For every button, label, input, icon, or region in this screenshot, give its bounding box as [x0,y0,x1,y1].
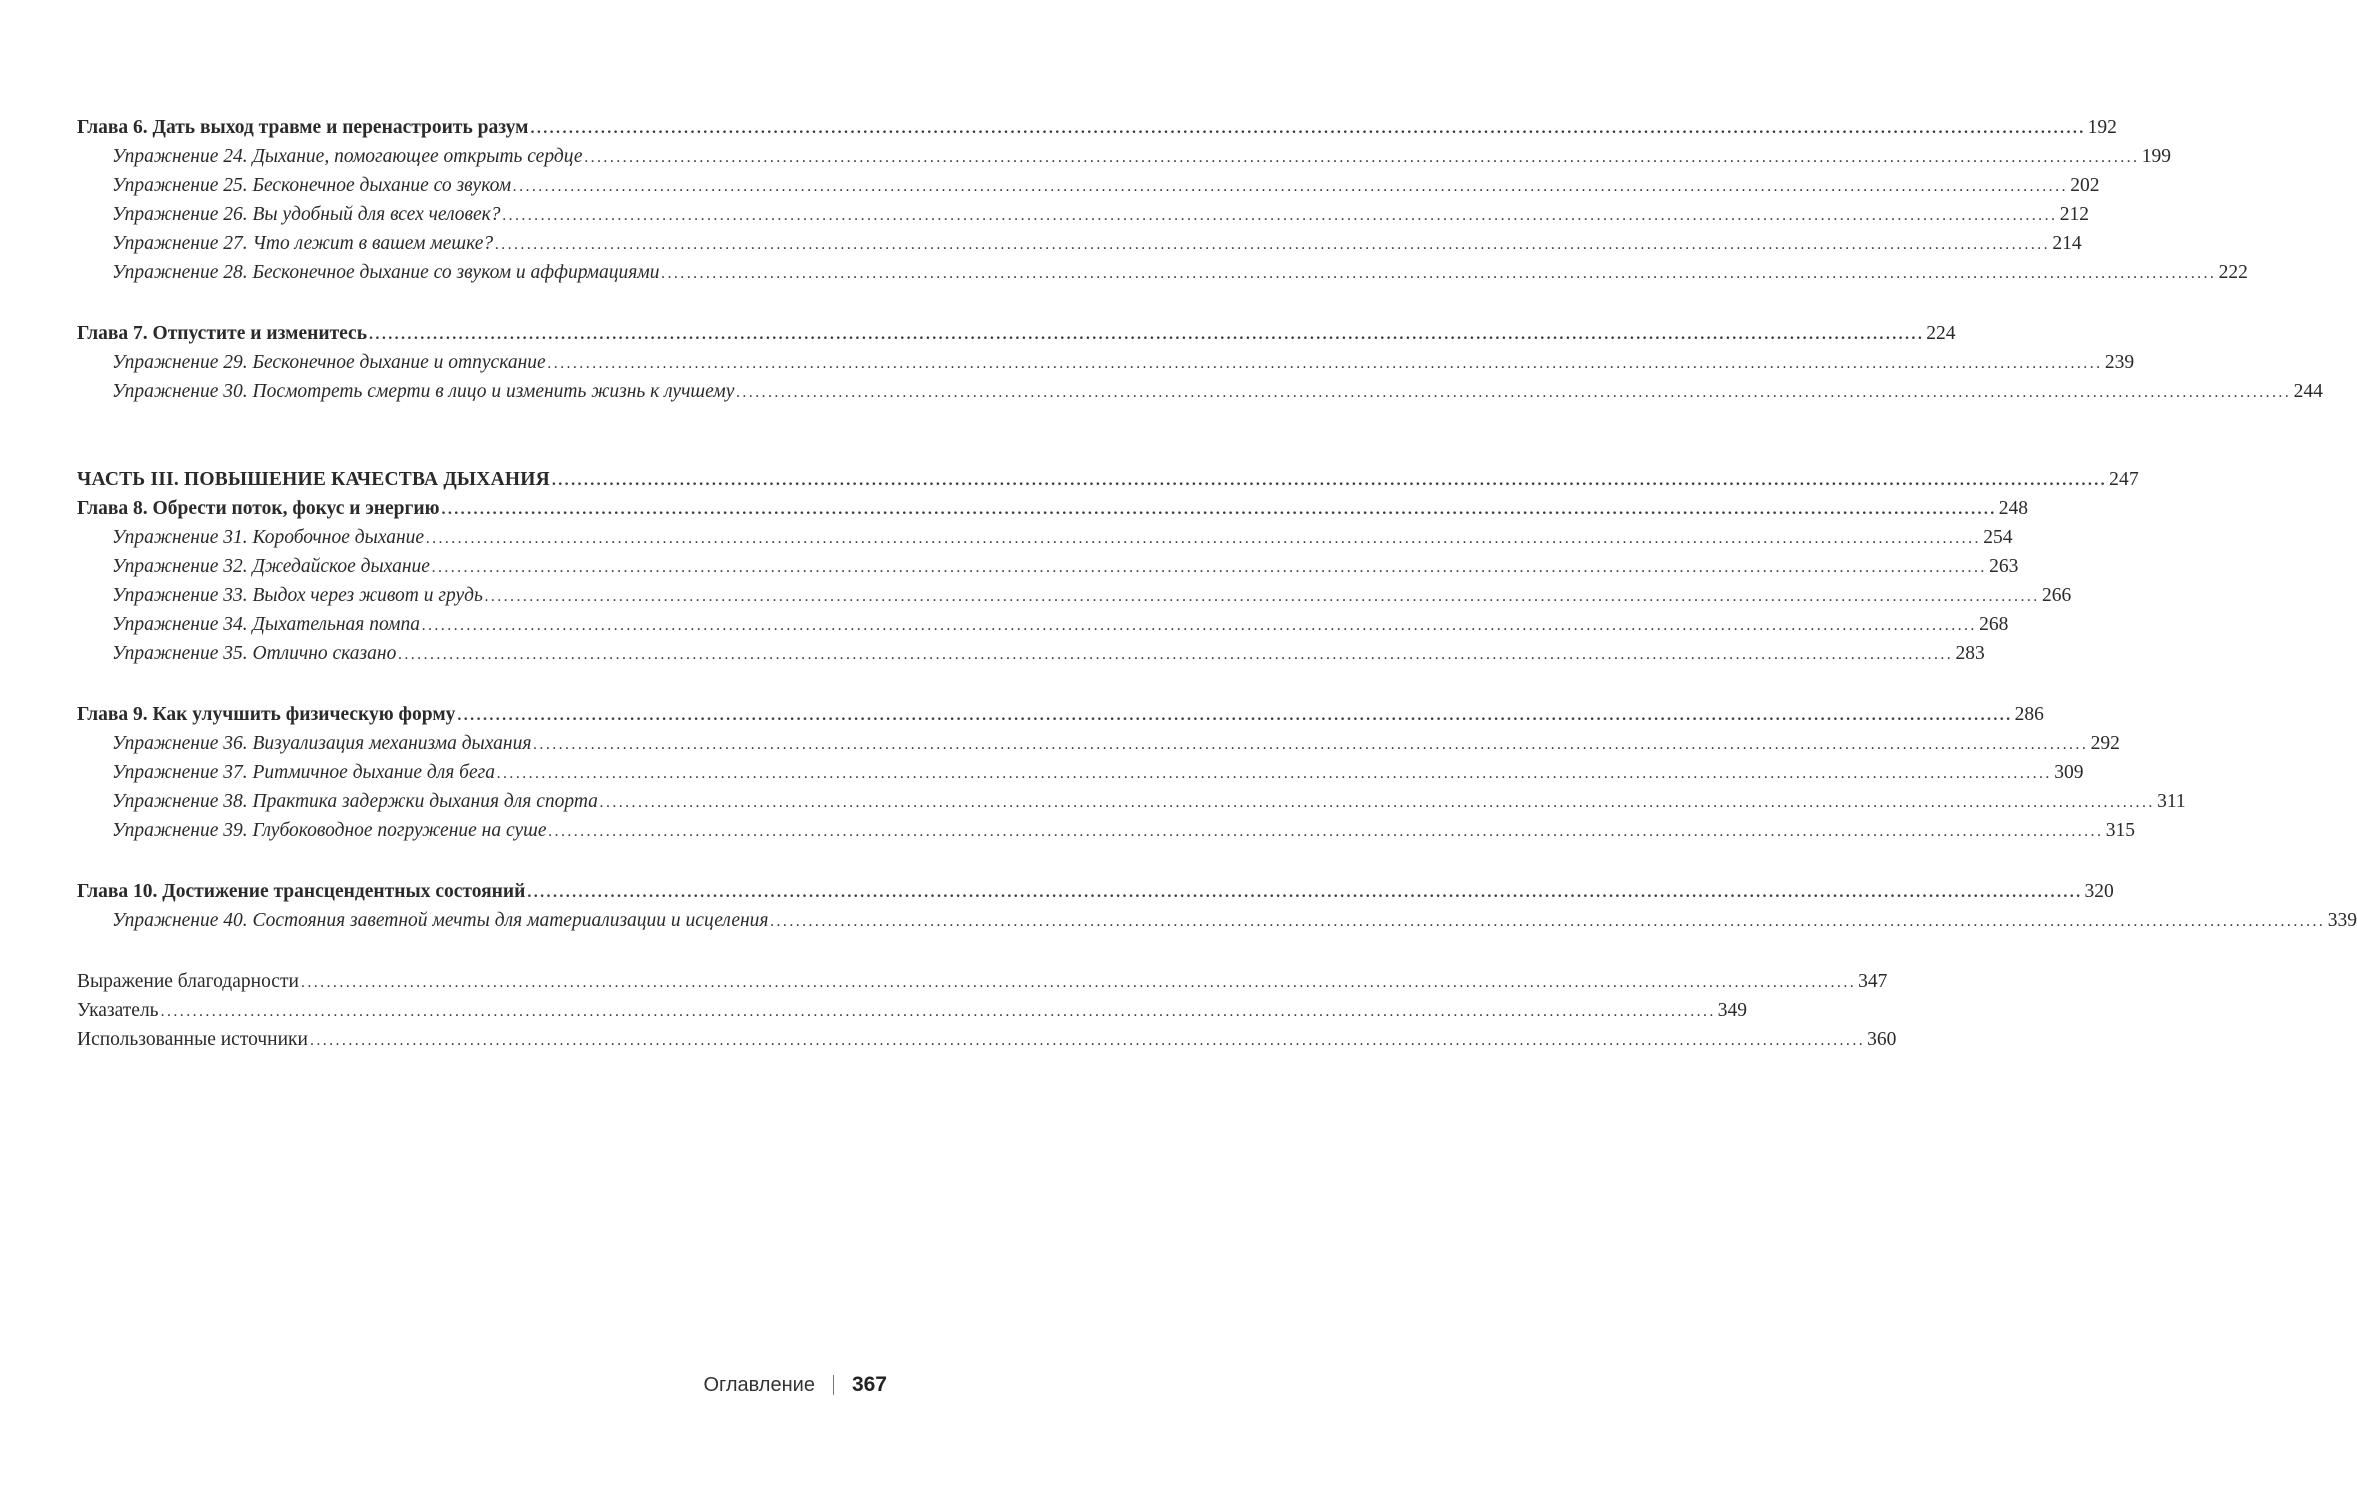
toc-entry-exercise-36[interactable] [77,729,2120,758]
dot-leader [513,172,2068,201]
toc-entry-chapter-10[interactable] [77,877,2114,906]
entry-page: 239 [2104,352,2135,373]
toc-entry-exercise-37[interactable] [77,758,2084,787]
toc-entry-chapter-8[interactable] [77,494,2028,523]
toc-entry-index[interactable] [77,996,1748,1025]
toc-entry-chapter-7[interactable] [77,319,1956,348]
entry-title: Упражнение 36. Визуализация механизма дыхания [112,733,532,754]
entry-title: Глава 10. Достижение трансцендентных состояний [77,881,526,902]
toc-entry-exercise-32[interactable] [77,552,2019,581]
dot-leader [426,524,1981,553]
entry-page: 214 [2052,233,2082,254]
page-number: 367 [851,1373,887,1396]
toc-entry-exercise-27[interactable] [77,229,2082,258]
entry-page: 254 [1983,527,2013,548]
entry-page: 349 [1717,1000,1748,1021]
toc-entry-sources[interactable] [77,1025,1897,1054]
entry-title: Глава 6. Дать выход травме и перенастроить разум [77,117,529,138]
entry-page: 199 [2141,146,2172,167]
toc-entry-exercise-39[interactable] [77,816,2135,845]
dot-leader [530,114,2085,143]
entry-title: Использованные источники [77,1029,308,1050]
dot-leader [503,201,2058,230]
entry-title: ЧАСТЬ III. ПОВЫШЕНИЕ КАЧЕСТВА ДЫХАНИЯ [77,469,550,490]
entry-page: 286 [2014,704,2044,725]
toc-entry-exercise-29[interactable] [77,348,2135,377]
entry-title: Упражнение 32. Джедайское дыхание [112,556,430,577]
entry-title: Упражнение 24. Дыхание, помогающее открыть сердце [112,146,583,167]
toc-entry-exercise-26[interactable] [77,200,2090,229]
dot-leader [457,701,2012,730]
toc-entry-part-3[interactable] [77,465,2139,494]
entry-page: 315 [2105,820,2135,841]
dot-leader [301,968,1856,997]
entry-page: 266 [2042,585,2072,606]
entry-page: 311 [2157,791,2186,812]
entry-page: 320 [2084,881,2114,902]
dot-leader [527,878,2082,907]
dot-leader [497,759,2052,788]
entry-title: Глава 7. Отпустите и изменитесь [77,323,368,344]
entry-title: Указатель [77,1000,159,1021]
toc-entry-exercise-24[interactable] [77,142,2172,171]
table-of-contents [77,113,2357,1054]
entry-page: 283 [1955,643,1985,664]
entry-page: 192 [2087,117,2117,138]
toc-entry-exercise-34[interactable] [77,610,2009,639]
dot-leader [736,378,2291,407]
footer-divider [833,1375,834,1395]
entry-page: 224 [1926,323,1956,344]
entry-title: Глава 9. Как улучшить физическую форму [77,704,456,725]
entry-page: 360 [1867,1029,1897,1050]
entry-page: 222 [2218,262,2248,283]
toc-entry-exercise-33[interactable] [77,581,2072,610]
dot-leader [549,817,2104,846]
entry-page: 248 [1998,498,2028,519]
dot-leader [552,466,2107,495]
entry-title: Упражнение 26. Вы удобный для всех человек? [112,204,501,225]
dot-leader [485,582,2040,611]
entry-page: 347 [1858,971,1888,992]
entry-page: 212 [2059,204,2090,225]
toc-entry-acknowledgements[interactable] [77,967,1888,996]
dot-leader [495,230,2050,259]
entry-title: Упражнение 37. Ритмичное дыхание для бега [112,762,495,783]
entry-page: 263 [1989,556,2019,577]
toc-entry-exercise-31[interactable] [77,523,2013,552]
toc-entry-exercise-25[interactable] [77,171,2100,200]
toc-entry-exercise-35[interactable] [77,639,1985,668]
entry-title: Упражнение 30. Посмотреть смерти в лицо и изменить жизнь к лучшему [112,381,735,402]
entry-title: Упражнение 25. Бесконечное дыхание со звуком [112,175,512,196]
entry-title: Упражнение 28. Бесконечное дыхание со звуком и аффирмациями [112,262,660,283]
entry-title: Упражнение 34. Дыхательная помпа [112,614,420,635]
page-footer [703,1370,887,1400]
dot-leader [533,730,2088,759]
entry-title: Упражнение 39. Глубоководное погружение на суше [112,820,547,841]
toc-entry-chapter-9[interactable] [77,700,2044,729]
dot-leader [310,1026,1865,1055]
entry-page: 244 [2293,381,2323,402]
entry-page: 292 [2090,733,2120,754]
entry-title: Выражение благодарности [77,971,299,992]
entry-page: 202 [2070,175,2100,196]
dot-leader [422,611,1977,640]
running-footer-section: Оглавление [703,1373,815,1396]
dot-leader [771,907,2326,936]
toc-entry-exercise-38[interactable] [77,787,2186,816]
dot-leader [432,553,1987,582]
dot-leader [369,320,1924,349]
entry-title: Упражнение 38. Практика задержки дыхания для спорта [112,791,598,812]
entry-title: Упражнение 29. Бесконечное дыхание и отпускание [112,352,546,373]
toc-entry-chapter-6[interactable] [77,113,2117,142]
toc-entry-exercise-28[interactable] [77,258,2248,287]
entry-title: Упражнение 35. Отлично сказано [112,643,397,664]
dot-leader [661,259,2216,288]
entry-title: Упражнение 27. Что лежит в вашем мешке? [112,233,494,254]
entry-title: Упражнение 40. Состояния заветной мечты для материализации и исцеления [112,910,769,931]
entry-page: 268 [1979,614,2009,635]
toc-entry-exercise-40[interactable] [77,906,2357,935]
dot-leader [161,997,1716,1026]
entry-page: 247 [2109,469,2139,490]
dot-leader [585,143,2140,172]
dot-leader [441,495,1996,524]
entry-title: Упражнение 33. Выдох через живот и грудь [112,585,483,606]
entry-page: 339 [2327,910,2357,931]
entry-title: Глава 8. Обрести поток, фокус и энергию [77,498,440,519]
entry-title: Упражнение 31. Коробочное дыхание [112,527,425,548]
dot-leader [600,788,2155,817]
dot-leader [398,640,1953,669]
toc-entry-exercise-30[interactable] [77,377,2323,406]
entry-page: 309 [2054,762,2084,783]
dot-leader [548,349,2103,378]
